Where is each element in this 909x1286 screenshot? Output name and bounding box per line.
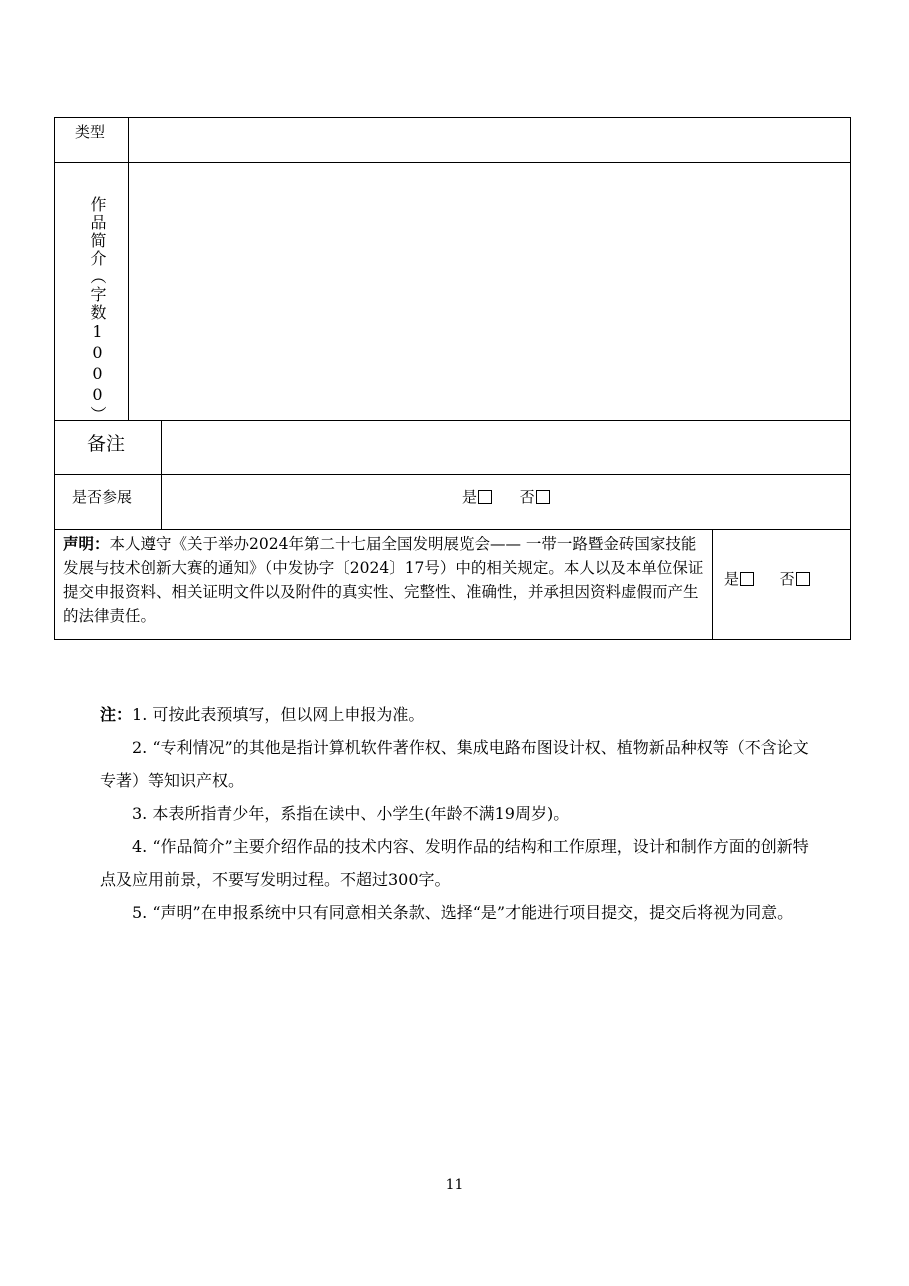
exhibit-no-label: 否 — [519, 488, 535, 506]
remarks-label: 备注 — [87, 433, 126, 455]
declaration-no-label: 否 — [779, 570, 795, 588]
declaration-no-checkbox[interactable] — [796, 572, 810, 586]
table-border-right — [850, 117, 851, 640]
exhibit-no-checkbox[interactable] — [536, 490, 550, 504]
exhibit-options — [462, 486, 550, 507]
remarks-field[interactable] — [162, 421, 850, 474]
declaration-yes-checkbox[interactable] — [740, 572, 754, 586]
declaration-text — [63, 532, 705, 628]
declaration-body: 本人遵守《关于举办2024年第二十七届全国发明展览会—— 一带一路暨金砖国家技能发展与技术创新大赛的通知》（中发协字〔2024〕17号）中的相关规定。本人以及本单位保证提交申报资料、相关证明文件以及附件的真实性、完整性、准确性，并承担因资料虚假而产生的法律责任。 — [63, 535, 704, 625]
notes-section — [100, 698, 810, 929]
exhibit-no-option[interactable] — [520, 486, 550, 507]
exhibit-yes-checkbox[interactable] — [478, 490, 492, 504]
table-border-bottom — [54, 639, 851, 640]
note-item: 4. “作品简介”主要介绍作品的技术内容、发明作品的结构和工作原理，设计和制作方面的创新特点及应用前景，不要写发明过程。不超过300字。 — [100, 837, 809, 889]
notes-prefix: 注： — [100, 705, 133, 724]
note-item: 2. “专利情况”的其他是指计算机软件著作权、集成电路布图设计权、植物新品种权等（不含论文专著）等知识产权。 — [100, 738, 809, 790]
intro-field[interactable] — [129, 163, 850, 420]
exhibit-label: 是否参展 — [72, 488, 133, 506]
row-divider — [54, 474, 851, 475]
type-field[interactable] — [129, 118, 850, 162]
note-item: 3. 本表所指青少年，系指在读中、小学生(年龄不满19周岁)。 — [132, 804, 570, 823]
note-item: 5. “声明”在申报系统中只有同意相关条款、选择“是”才能进行项目提交，提交后将视为同意。 — [132, 903, 794, 922]
col-divider — [712, 529, 713, 640]
declaration-no-option[interactable] — [780, 568, 810, 589]
page-number: 11 — [445, 1177, 464, 1193]
exhibit-yes-option[interactable] — [462, 486, 492, 507]
type-label: 类型 — [75, 123, 106, 141]
declaration-yes-option[interactable] — [724, 568, 754, 589]
row-divider — [54, 529, 851, 530]
declaration-options — [724, 568, 810, 589]
intro-label: 作品简介（字数1000） — [88, 196, 107, 424]
table-border-left — [54, 117, 55, 640]
exhibit-yes-label: 是 — [462, 488, 478, 506]
declaration-heading: 声明： — [63, 534, 110, 553]
declaration-yes-label: 是 — [724, 570, 740, 588]
note-item: 注：1. 可按此表预填写，但以网上申报为准。 — [100, 705, 425, 724]
